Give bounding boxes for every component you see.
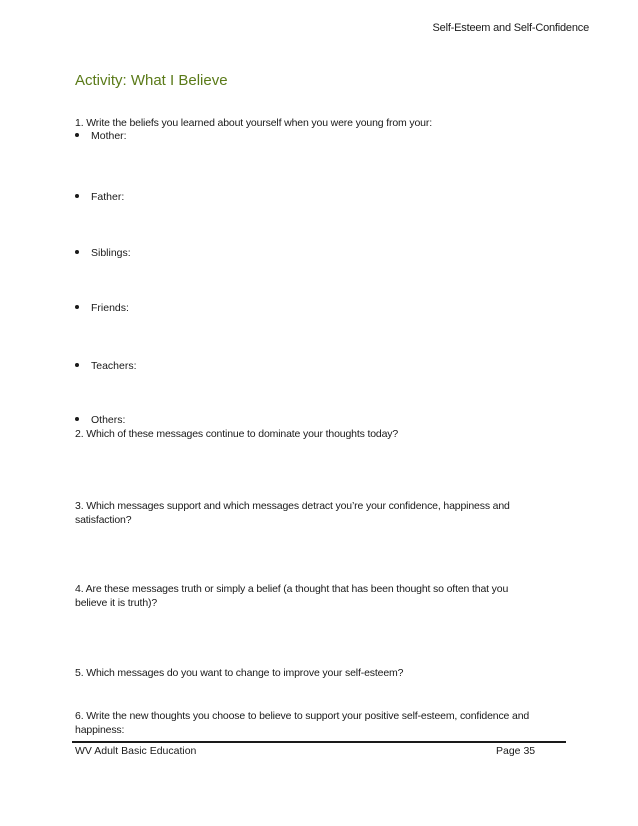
question-2: 2. Which of these messages continue to dominate your thoughts today? (75, 428, 399, 440)
question-6 (75, 709, 529, 737)
bullet-item-father (75, 191, 124, 203)
bullet-icon (75, 305, 79, 309)
bullet-label: Father: (91, 191, 125, 203)
question-5: 5. Which messages do you want to change to improve your self-esteem? (75, 667, 404, 679)
footer-left-text: WV Adult Basic Education (75, 745, 197, 757)
bullet-label: Siblings: (91, 247, 131, 259)
bullet-label: Teachers: (91, 360, 137, 372)
bullet-item-mother (75, 130, 127, 142)
bullet-item-siblings (75, 247, 131, 259)
bullet-item-others (75, 414, 125, 426)
bullet-item-teachers (75, 360, 137, 372)
question-4 (75, 582, 508, 610)
question-3 (75, 499, 510, 527)
question-4-line-2: believe it is truth)? (75, 597, 158, 609)
bullet-icon (75, 250, 79, 254)
question-3-line-2: satisfaction? (75, 514, 132, 526)
question-6-line-2: happiness: (75, 724, 125, 736)
bullet-icon (75, 363, 79, 367)
bullet-label: Others: (91, 414, 126, 426)
bullet-label: Mother: (91, 130, 127, 142)
footer-divider (72, 741, 566, 743)
bullet-label: Friends: (91, 302, 129, 314)
bullet-item-friends (75, 302, 129, 314)
question-6-line-1: 6. Write the new thoughts you choose to believe to support your positive self-esteem, confidence and (75, 710, 530, 722)
question-4-line-1: 4. Are these messages truth or simply a belief (a thought that has been thought so often that you (75, 583, 509, 595)
bullet-icon (75, 417, 79, 421)
bullet-icon (75, 194, 79, 198)
question-1: 1. Write the beliefs you learned about yourself when you were young from your: (75, 117, 432, 129)
question-3-line-1: 3. Which messages support and which messages detract you’re your confidence, happiness and (75, 500, 510, 512)
header-title: Self-Esteem and Self-Confidence (432, 22, 589, 34)
bullet-icon (75, 133, 79, 137)
activity-title: Activity: What I Believe (75, 72, 228, 89)
page-number: Page 35 (496, 745, 536, 757)
